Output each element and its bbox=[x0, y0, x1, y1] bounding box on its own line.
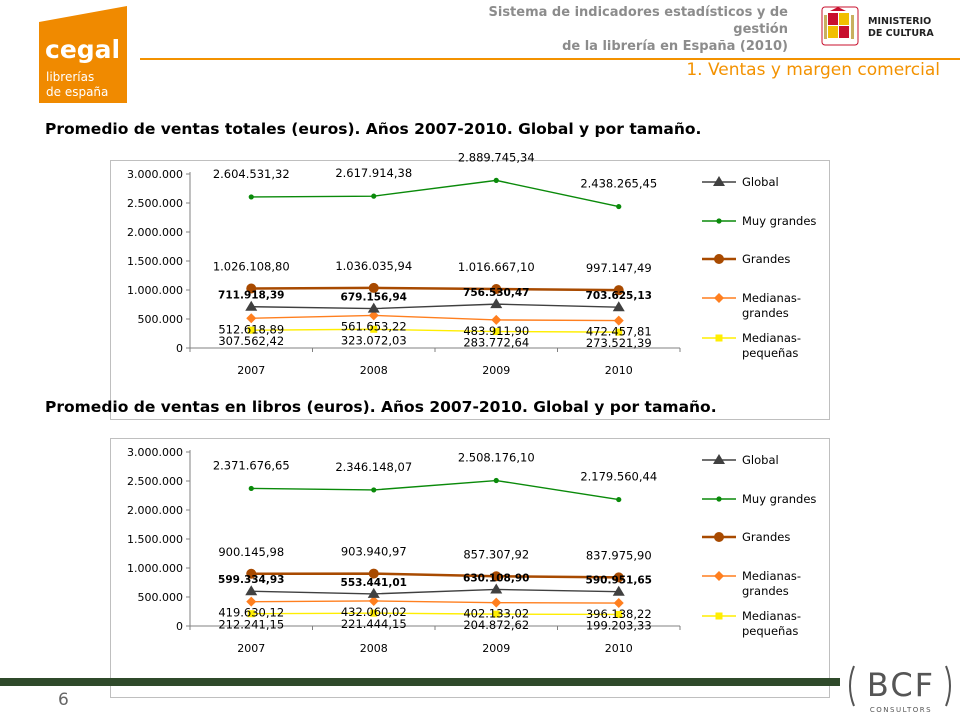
x-tick-label: 2009 bbox=[482, 364, 511, 377]
bcf-sub: CONSULTORS bbox=[869, 706, 933, 714]
data-label: 561.653,22 bbox=[340, 319, 407, 334]
data-label: 590.951,65 bbox=[585, 574, 652, 587]
y-tick-label: 2.500.000 bbox=[127, 197, 183, 210]
data-label: 221.444,15 bbox=[340, 617, 407, 632]
data-label: 1.016.667,10 bbox=[457, 260, 535, 275]
data-label: 679.156,94 bbox=[340, 291, 407, 304]
data-label: 483.911,90 bbox=[463, 323, 530, 338]
legend-marker bbox=[716, 613, 723, 620]
report-title bbox=[470, 4, 788, 55]
series-line bbox=[251, 601, 619, 603]
y-tick-label: 1.000.000 bbox=[127, 284, 183, 297]
series-medianas-grandes bbox=[246, 310, 624, 325]
legend-marker bbox=[716, 335, 723, 342]
ministry-line1: MINISTERIO bbox=[868, 16, 932, 27]
y-tick-label: 1.000.000 bbox=[127, 562, 183, 575]
bcf-brand: BCF bbox=[866, 666, 936, 704]
series-grandes bbox=[246, 569, 624, 583]
data-label: 2.438.265,45 bbox=[580, 176, 658, 191]
data-label: 711.918,39 bbox=[218, 289, 285, 302]
legend-entry bbox=[702, 453, 779, 467]
y-tick-label: 3.000.000 bbox=[127, 446, 183, 459]
data-point bbox=[245, 585, 257, 595]
chart-title: Promedio de ventas en libros (euros). Años 2007-2010. Global y por tamaño. bbox=[45, 398, 717, 416]
data-label: 2.617.914,38 bbox=[335, 166, 413, 181]
legend-entry bbox=[702, 291, 801, 320]
series-line bbox=[251, 613, 619, 614]
data-label: 997.147,49 bbox=[585, 261, 652, 276]
y-tick-label: 3.000.000 bbox=[127, 168, 183, 181]
data-point bbox=[490, 298, 502, 308]
series-line bbox=[251, 180, 619, 206]
series-medianas-grandes bbox=[246, 596, 624, 608]
data-label: 903.940,97 bbox=[340, 544, 407, 559]
legend-marker bbox=[716, 496, 721, 501]
data-point bbox=[616, 204, 621, 209]
data-label: 857.307,92 bbox=[463, 547, 530, 562]
legend-label: Grandes bbox=[742, 252, 791, 266]
data-point bbox=[368, 588, 380, 598]
series-line bbox=[251, 288, 619, 290]
series-line bbox=[251, 574, 619, 578]
data-label: 2.371.676,65 bbox=[212, 458, 290, 473]
y-tick-label: 500.000 bbox=[137, 591, 183, 604]
y-tick-label: 0 bbox=[176, 342, 183, 355]
data-label: 199.203,33 bbox=[585, 618, 652, 633]
report-title-line1: Sistema de indicadores estadísticos y de gestión bbox=[488, 5, 788, 37]
series-line bbox=[251, 315, 619, 320]
data-label: 2.179.560,44 bbox=[580, 469, 658, 484]
data-label: 1.036.035,94 bbox=[335, 258, 413, 273]
series-global bbox=[245, 583, 625, 597]
y-tick-label: 1.500.000 bbox=[127, 533, 183, 546]
data-label: 402.133,02 bbox=[463, 606, 530, 621]
logo-line1: librerías bbox=[46, 70, 95, 84]
series-line bbox=[251, 481, 619, 500]
legend-entry bbox=[702, 569, 801, 598]
series-line bbox=[251, 304, 619, 308]
data-label: 323.072,03 bbox=[340, 333, 407, 348]
legend-marker bbox=[713, 176, 725, 186]
legend-label: Medianas-pequeñas bbox=[742, 331, 802, 360]
data-label: 1.026.108,80 bbox=[212, 259, 290, 274]
data-label: 756.530,47 bbox=[463, 287, 530, 300]
data-label: 630.108,90 bbox=[463, 572, 530, 585]
data-label: 553.441,01 bbox=[340, 576, 407, 589]
legend-marker bbox=[716, 218, 721, 223]
data-label: 512.618,89 bbox=[218, 322, 285, 337]
ministerio-cultura-logo bbox=[820, 5, 960, 47]
series-line bbox=[251, 329, 619, 332]
legend-label: Grandes bbox=[742, 530, 791, 544]
data-label: 2.604.531,32 bbox=[212, 166, 290, 181]
series-global bbox=[245, 298, 625, 312]
series-muy-grandes bbox=[249, 178, 622, 209]
data-label: 212.241,15 bbox=[218, 617, 285, 632]
data-label: 599.334,93 bbox=[218, 574, 285, 587]
legend-marker bbox=[714, 532, 724, 542]
x-tick-label: 2010 bbox=[604, 364, 633, 377]
data-label: 432.060,02 bbox=[340, 604, 407, 619]
legend-entry bbox=[702, 214, 816, 228]
data-point bbox=[613, 301, 625, 311]
cegal-logo bbox=[39, 6, 127, 103]
legend-label: Medianas-grandes bbox=[742, 291, 802, 320]
data-label: 2.889.745,34 bbox=[457, 150, 535, 165]
legend-entry bbox=[702, 331, 801, 360]
data-point bbox=[245, 301, 257, 311]
legend-entry bbox=[702, 609, 801, 638]
data-label: 900.145,98 bbox=[218, 544, 285, 559]
y-tick-label: 0 bbox=[176, 620, 183, 633]
x-tick-label: 2010 bbox=[604, 642, 633, 655]
x-tick-label: 2008 bbox=[359, 642, 388, 655]
data-label: 837.975,90 bbox=[585, 548, 652, 563]
data-label: 419.630,12 bbox=[218, 605, 285, 620]
legend-label: Global bbox=[742, 175, 779, 189]
data-label: 307.562,42 bbox=[218, 334, 285, 349]
series-muy-grandes bbox=[249, 478, 622, 502]
data-point bbox=[249, 194, 254, 199]
x-tick-label: 2008 bbox=[359, 364, 388, 377]
data-label: 273.521,39 bbox=[585, 336, 652, 351]
data-label: 2.346.148,07 bbox=[335, 459, 413, 474]
spain-coat-of-arms-icon bbox=[822, 7, 858, 45]
x-tick-label: 2009 bbox=[482, 642, 511, 655]
y-tick-label: 2.500.000 bbox=[127, 475, 183, 488]
legend-label: Medianas-pequeñas bbox=[742, 609, 802, 638]
data-point bbox=[616, 497, 621, 502]
data-point bbox=[490, 583, 502, 593]
legend-marker bbox=[714, 254, 724, 264]
chart-title: Promedio de ventas totales (euros). Años 2007-2010. Global y por tamaño. bbox=[45, 120, 702, 138]
logo-line2: de españa bbox=[46, 85, 109, 99]
legend-marker bbox=[714, 293, 724, 303]
report-title-line2: de la librería en España (2010) bbox=[562, 39, 788, 54]
data-label: 396.138,22 bbox=[585, 607, 652, 622]
legend-entry bbox=[702, 175, 779, 189]
legend-entry bbox=[702, 492, 816, 506]
series-line bbox=[251, 589, 619, 593]
bcf-consultors-logo bbox=[846, 660, 956, 716]
chart-frame bbox=[111, 439, 830, 698]
legend-entry bbox=[702, 530, 790, 544]
data-point bbox=[494, 178, 499, 183]
x-tick-label: 2007 bbox=[237, 642, 266, 655]
series-grandes bbox=[246, 283, 624, 295]
series-medianas-pequenas bbox=[248, 610, 623, 618]
legend-label: Medianas-grandes bbox=[742, 569, 802, 598]
ministry-line2: DE CULTURA bbox=[868, 28, 934, 39]
legend-entry bbox=[702, 252, 790, 266]
section-title: 1. Ventas y margen comercial bbox=[686, 60, 940, 80]
data-point bbox=[368, 303, 380, 313]
legend-label: Muy grandes bbox=[742, 492, 817, 506]
line-chart-ventas-libros bbox=[110, 438, 830, 698]
logo-brand: cegal bbox=[45, 35, 121, 64]
data-point bbox=[371, 194, 376, 199]
data-point bbox=[371, 487, 376, 492]
legend-marker bbox=[714, 571, 724, 581]
data-label: 472.457,81 bbox=[585, 324, 652, 339]
data-label: 2.508.176,10 bbox=[457, 450, 535, 465]
data-point bbox=[494, 478, 499, 483]
line-chart-ventas-totales bbox=[110, 150, 830, 420]
legend-label: Global bbox=[742, 453, 779, 467]
data-label: 283.772,64 bbox=[463, 335, 530, 350]
data-label: 703.625,13 bbox=[585, 290, 652, 303]
data-label: 204.872,62 bbox=[463, 618, 530, 633]
page-number: 6 bbox=[58, 690, 69, 710]
y-tick-label: 2.000.000 bbox=[127, 504, 183, 517]
footer-bar bbox=[0, 678, 840, 686]
x-tick-label: 2007 bbox=[237, 364, 266, 377]
legend-label: Muy grandes bbox=[742, 214, 817, 228]
data-point bbox=[613, 586, 625, 596]
y-tick-label: 1.500.000 bbox=[127, 255, 183, 268]
data-point bbox=[249, 486, 254, 491]
y-tick-label: 2.000.000 bbox=[127, 226, 183, 239]
y-tick-label: 500.000 bbox=[137, 313, 183, 326]
legend-marker bbox=[713, 454, 725, 464]
